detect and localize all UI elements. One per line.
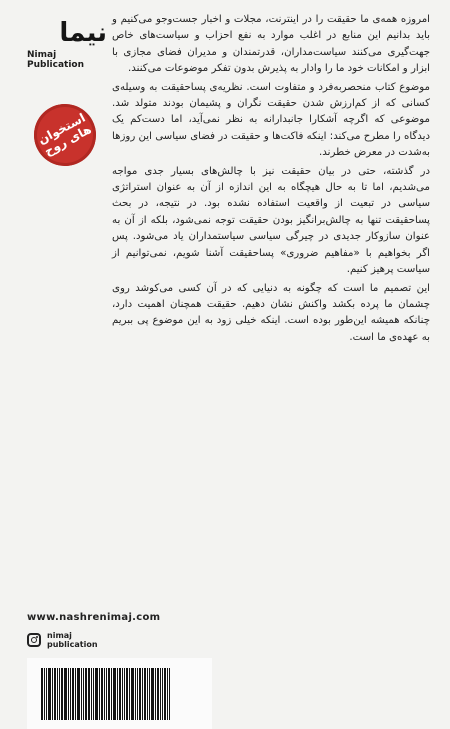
- barcode-icon: [41, 668, 201, 720]
- barcode-area: [27, 658, 212, 729]
- paragraph: در گذشته، حتی در بیان حقیقت نیز با چالش‌های بسیار جدی مواجه می‌شدیم، اما تا به حال هیچگاه به این اندازه از آن به عنوان استراتژی سیاسی در تبعیت از واقعیت استفاده نشده بود. در نتیجه، در بحث پساحقیقت تنها به چالش‌برانگیز بودن حقیقت توجه نمی‌شود، بلکه از آن به عنوان سازوکار جدیدی در چیرگی سیاسی سیاستمداران یاد می‌شود. پس اگر بخواهیم با «مفاهیم ضروری» پساحقیقت آشنا شویم، نمی‌توانیم از سیاست پرهیز کنیم.: [112, 165, 430, 276]
- publisher-name-latin: Nimaj: [27, 50, 57, 60]
- paragraph: موضوع کتاب منحصربه‌فرد و متفاوت است. نظریه‌ی پساحقیقت به وسیله‌ی کسانی که از کم‌ارزش شدن حقیقت نگران و پشیمان بودند متولد شد. موضوعی که اگرچه آشکارا جانبدارانه به نظر نمی‌آید، اما دست‌کم یک دیدگاه را مطرح می‌کند: اینکه فاکت‌ها و حقیقت در فضای سیاسی این روزها به‌شدت در معرض خطرند.: [112, 81, 430, 159]
- series-badge: [23, 93, 107, 177]
- publisher-footer: [27, 612, 160, 649]
- publisher-logo-mark: نیما: [59, 18, 107, 48]
- instagram-line-2: publication: [47, 640, 98, 649]
- instagram-icon: [27, 633, 41, 647]
- series-badge-text: استخوان های روح: [35, 110, 94, 159]
- publisher-sub-latin: Publication: [27, 60, 85, 70]
- instagram-text: [47, 631, 98, 649]
- website-url: www.nashrenimaj.com: [27, 612, 161, 623]
- paragraph: این تصمیم ما است که چگونه به دنیایی که در آن کسی می‌کوشد روی چشمان ما پرده بکشد واکنش نشان دهیم. حقیقت همچنان اهمیت دارد، چنانکه همیشه این‌طور بوده است. اینکه خیلی زود به این موضوع پی ببریم به عهده‌ی ما است.: [112, 282, 430, 343]
- back-cover-text: [112, 12, 430, 348]
- publisher-logo: [27, 20, 107, 71]
- instagram-handle: [27, 631, 160, 649]
- paragraph: امروزه همه‌ی ما حقیقت را در اینترنت، مجلات و اخبار جست‌وجو می‌کنیم و باید بدانیم این منابع در اغلب موارد به نفع احزاب و سیاست‌های خاص جهت‌گیری می‌کنند سیاست‌مداران، قدرتمندان و مدیران فضای مجازی با ابزار و امکانات خود ما را وادار به پذیرش بدون تفکر موضوعات می‌کنند.: [112, 14, 430, 75]
- instagram-line-1: nimaj: [47, 631, 72, 640]
